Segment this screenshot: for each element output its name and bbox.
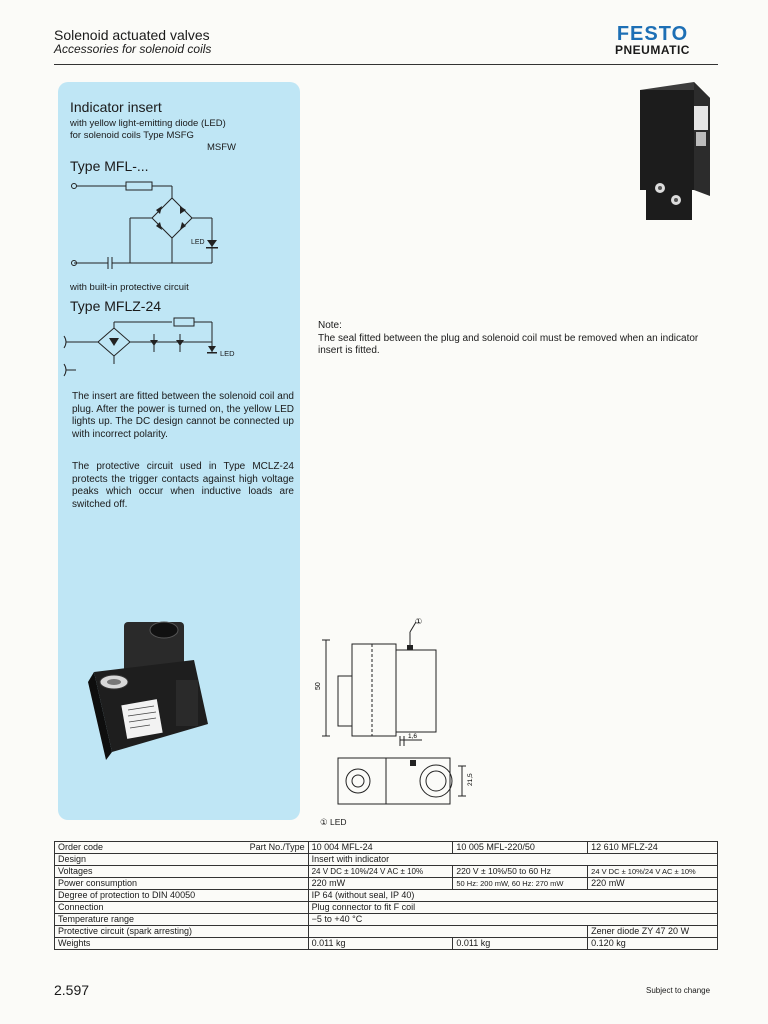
cell-mfl-24: 0.011 kg: [308, 938, 453, 950]
indicator-insert-image: [626, 76, 722, 226]
mflz-circuit-diagram: [62, 316, 242, 378]
row-label: Connection: [55, 902, 309, 914]
row-label: [55, 842, 309, 854]
panel-desc-line3: MSFW: [207, 142, 237, 153]
row-label: Protective circuit (spark arresting): [55, 926, 309, 938]
cell-mfl-24: 24 V DC ± 10%/24 V AC ± 10%: [308, 866, 453, 878]
brand-name: FESTO: [616, 23, 689, 45]
callout-led: ①: [415, 617, 423, 626]
solenoid-coil-image: [84, 612, 234, 782]
table-row: [55, 854, 718, 866]
cell-mfl-24: 220 mW: [308, 878, 453, 890]
row-label: Power consumption: [55, 878, 309, 890]
cell-mfl-220: 10 005 MFL-220/50: [453, 842, 588, 854]
cell-mflz-24: 12 610 MFLZ-24: [588, 842, 718, 854]
note-block: [318, 320, 718, 358]
cell-mfl-220: 0.011 kg: [453, 938, 588, 950]
note-text: The seal fitted between the plug and solenoid coil must be removed when an indicator insert is fitted.: [318, 332, 699, 356]
table-row: [55, 842, 718, 854]
table-row: [55, 902, 718, 914]
dimension-drawing: [312, 612, 484, 812]
table-row: [55, 926, 718, 938]
panel-heading: Indicator insert: [70, 99, 162, 115]
dim-50: 50: [315, 682, 322, 690]
part-type-label: Part No./Type: [249, 842, 305, 852]
cell-mflz-24: 220 mW: [588, 878, 718, 890]
cell-mflz-24: 0.120 kg: [588, 938, 718, 950]
brand-tagline: PNEUMATIC: [615, 43, 690, 57]
header-divider: [54, 64, 718, 65]
cell-design: Insert with indicator: [308, 854, 717, 866]
panel-paragraph-1: The insert are fitted between the solenoid coil and plug. After the power is turned on, the yellow LED lights up. The DC design cannot be connected up with incorrect polarity.: [72, 391, 294, 440]
table-row: [55, 938, 718, 950]
drawing-legend: ① LED: [320, 817, 347, 827]
row-label: Voltages: [55, 866, 309, 878]
cell-mflz-24: Zener diode ZY 47 20 W: [588, 926, 718, 938]
page-title: Solenoid actuated valves: [54, 27, 210, 43]
table-row: [55, 914, 718, 926]
order-code-label: Order code: [58, 842, 104, 852]
protective-circuit-note: with built-in protective circuit: [70, 282, 189, 293]
mfl-circuit-diagram: [68, 176, 228, 272]
type-mfl-label: Type MFL-...: [70, 158, 149, 174]
page-subtitle: Accessories for solenoid coils: [54, 42, 212, 56]
cell-mflz-24: 24 V DC ± 10%/24 V AC ± 10%: [588, 866, 718, 878]
table-row: [55, 890, 718, 902]
cell-connection: Plug connector to fit F coil: [308, 902, 717, 914]
table-row: [55, 878, 718, 890]
row-label: Design: [55, 854, 309, 866]
cell-mfl-220: 50 Hz: 200 mW, 60 Hz: 270 mW: [453, 878, 588, 890]
cell-mfl-220: 220 V ± 10%/50 to 60 Hz: [453, 866, 588, 878]
led-label-2: LED: [220, 349, 235, 358]
subject-to-change: Subject to change: [646, 986, 711, 995]
cell-empty: [308, 926, 588, 938]
type-mflz-label: Type MFLZ-24: [70, 298, 162, 314]
table-row: [55, 866, 718, 878]
panel-desc-line2: for solenoid coils Type MSFG: [70, 130, 194, 141]
cell-temperature: −5 to +40 °C: [308, 914, 717, 926]
cell-protection: IP 64 (without seal, IP 40): [308, 890, 717, 902]
panel-paragraph-2: The protective circuit used in Type MCLZ-24 protects the trigger contacts against high voltage peaks which occur when inductive loads are switched off.: [72, 461, 294, 510]
dim-1-6: 1,6: [408, 733, 418, 740]
cell-mfl-24: 10 004 MFL-24: [308, 842, 453, 854]
row-label: Weights: [55, 938, 309, 950]
panel-desc-line1: with yellow light-emitting diode (LED): [70, 118, 226, 129]
note-label: Note:: [318, 320, 342, 331]
row-label: Degree of protection to DIN 40050: [55, 890, 309, 902]
dim-21-5: 21,5: [467, 773, 474, 786]
page-number: 2.597: [54, 982, 90, 998]
specification-table: [54, 841, 718, 950]
row-label: Temperature range: [55, 914, 309, 926]
led-label-1: LED: [191, 239, 205, 246]
festo-logo: [615, 24, 690, 56]
